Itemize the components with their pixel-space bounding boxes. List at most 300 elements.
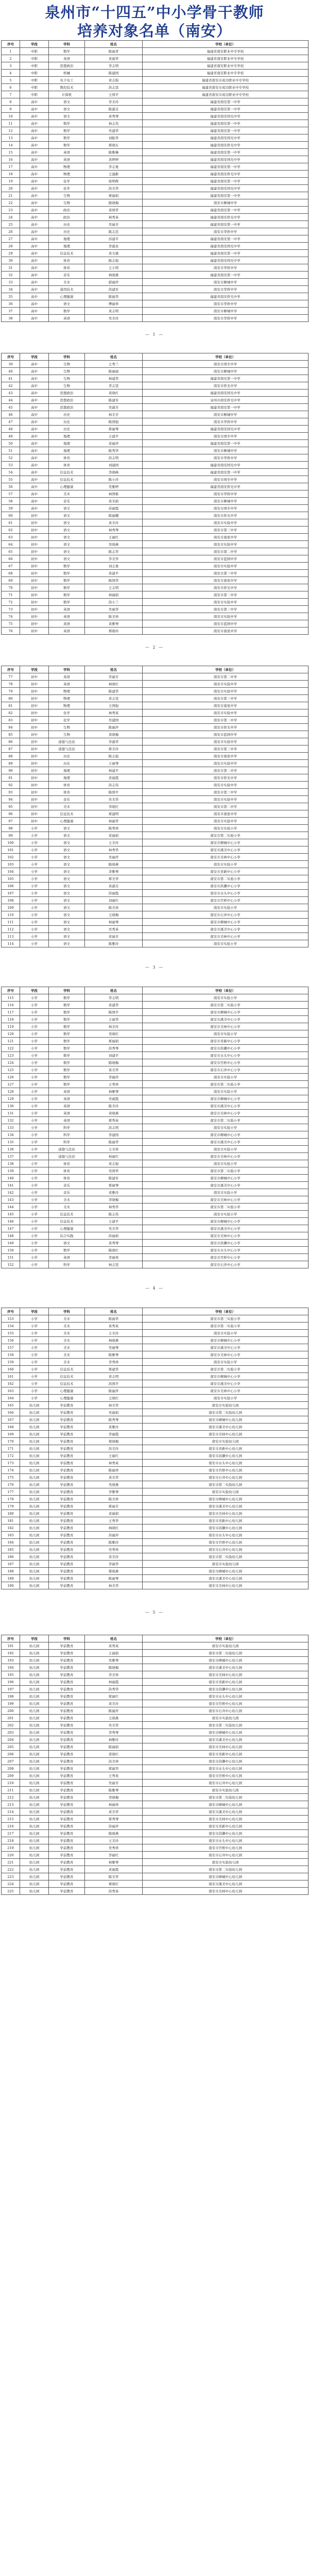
cell-index: 191: [2, 1642, 20, 1650]
cell-stage: 小学: [20, 832, 49, 839]
cell-stage: 小学: [20, 1045, 49, 1052]
table-row: [2, 433, 308, 440]
cell-name: 林建华: [85, 375, 143, 382]
cell-index: 185: [2, 1546, 20, 1553]
cell-subject: 语文: [49, 875, 85, 883]
cell-name: 黄秀英: [85, 1323, 143, 1330]
cell-school: 南安市实验中学: [143, 738, 308, 745]
cell-stage: 小学: [20, 940, 49, 947]
table-row: [2, 1409, 308, 1416]
table-row: [2, 1081, 308, 1088]
cell-stage: 小学: [20, 1088, 49, 1095]
cell-name: 洪秀琴: [85, 1045, 143, 1052]
cell-subject: 地理: [49, 243, 85, 250]
cell-school: 南安市石井中心幼儿园: [143, 1707, 308, 1715]
cell-index: 76: [2, 628, 20, 635]
cell-subject: 音乐: [49, 272, 85, 279]
table-row: [2, 1880, 308, 1888]
cell-stage: 高中: [20, 149, 49, 156]
cell-name: 蔡丽娟: [85, 192, 143, 199]
cell-name: 陈国平: [85, 789, 143, 796]
cell-index: 35: [2, 293, 20, 300]
cell-name: 郑丽芳: [85, 1503, 143, 1510]
cell-index: 115: [2, 994, 20, 1002]
cell-index: 5: [2, 77, 20, 84]
cell-stage: 小学: [20, 919, 49, 926]
header-stage: 学段: [20, 987, 49, 994]
cell-name: 林丽娟: [85, 591, 143, 599]
cell-name: 黄秀英: [85, 1642, 143, 1650]
cell-index: 133: [2, 1124, 20, 1131]
cell-subject: 地理: [49, 440, 85, 447]
table-row: [2, 577, 308, 584]
cell-stage: 幼儿园: [20, 1852, 49, 1859]
table-row: [2, 1124, 308, 1131]
cell-index: 170: [2, 1438, 20, 1445]
table-row: [2, 1837, 308, 1844]
cell-school: 南安市柳城中心小学: [143, 1095, 308, 1103]
page-number: — 4 —: [145, 1286, 164, 1291]
table-row: [2, 214, 308, 221]
cell-subject: 体育: [49, 454, 85, 462]
table-row: [2, 1642, 308, 1650]
cell-name: 黄晓红: [85, 1751, 143, 1758]
cell-index: 154: [2, 1323, 20, 1330]
cell-stage: 高中: [20, 375, 49, 382]
cell-index: 74: [2, 613, 20, 620]
cell-stage: 高中: [20, 171, 49, 178]
cell-index: 158: [2, 1351, 20, 1359]
cell-index: 108: [2, 897, 20, 904]
roster-page: [1, 40, 308, 353]
cell-name: 陈美珍: [85, 613, 143, 620]
table-row: [2, 77, 308, 84]
cell-stage: 幼儿园: [20, 1808, 49, 1816]
cell-school: 南安市柳城中学: [143, 411, 308, 418]
cell-index: 222: [2, 1866, 20, 1873]
cell-school: 南安市第二实验幼儿园: [143, 1794, 308, 1801]
cell-subject: 政治: [49, 207, 85, 214]
cell-name: 陈晓梅: [85, 1664, 143, 1671]
cell-name: 洪秀华: [85, 1686, 143, 1693]
cell-index: 174: [2, 1467, 20, 1474]
cell-stage: 幼儿园: [20, 1758, 49, 1765]
cell-subject: 生物: [49, 199, 85, 207]
cell-school: 南安市第三中学: [143, 789, 308, 796]
cell-stage: 幼儿园: [20, 1524, 49, 1532]
table-row: [2, 1315, 308, 1323]
cell-subject: 学前教育: [49, 1743, 85, 1751]
cell-name: 黄美玲: [85, 1553, 143, 1561]
cell-stage: 小学: [20, 861, 49, 868]
cell-index: 109: [2, 904, 20, 911]
table-row: [2, 440, 308, 447]
cell-school: 福建省南安市成功职业中专学校: [143, 91, 308, 98]
cell-name: 陈国强: [85, 418, 143, 426]
cell-index: 14: [2, 142, 20, 149]
table-row: [2, 1772, 308, 1780]
table-row: [2, 411, 308, 418]
cell-name: 陈雅琳: [85, 149, 143, 156]
cell-school: 福建省南安第一中学: [143, 120, 308, 127]
cell-index: 8: [2, 98, 20, 106]
cell-name: 王秀英: [85, 1772, 143, 1780]
table-header-row: [2, 1308, 308, 1315]
cell-index: 105: [2, 875, 20, 883]
cell-index: 81: [2, 702, 20, 709]
cell-school: 南安市实验幼儿园: [143, 1402, 308, 1409]
cell-school: 南安市华侨中学: [143, 454, 308, 462]
cell-subject: 生物: [49, 731, 85, 738]
cell-subject: 学前教育: [49, 1416, 85, 1423]
table-row: [2, 1823, 308, 1830]
cell-index: 182: [2, 1524, 20, 1532]
cell-name: 黄丽芳: [85, 933, 143, 940]
table-row: [2, 1700, 308, 1707]
cell-index: 71: [2, 591, 20, 599]
cell-name: 郑丽娟: [85, 1038, 143, 1045]
table-row: [2, 897, 308, 904]
cell-name: 陈雅玲: [85, 1539, 143, 1546]
cell-subject: 道德与法治: [49, 745, 85, 753]
cell-name: 吴美华: [85, 796, 143, 803]
table-row: [2, 1167, 308, 1175]
cell-stage: 中职: [20, 55, 49, 62]
table-row: [2, 512, 308, 519]
cell-index: 125: [2, 1066, 20, 1074]
cell-school: 福建省南安侨光中学: [143, 483, 308, 490]
cell-index: 198: [2, 1693, 20, 1700]
table-row: [2, 861, 308, 868]
cell-name: 陈晓梅: [85, 199, 143, 207]
table-row: [2, 1438, 308, 1445]
cell-index: 155: [2, 1330, 20, 1337]
table-row: [2, 1693, 308, 1700]
cell-school: 南安市实验中学: [143, 796, 308, 803]
cell-name: 郑丽红: [85, 1693, 143, 1700]
cell-stage: 小学: [20, 825, 49, 832]
cell-index: 44: [2, 397, 20, 404]
cell-name: 吴美华: [85, 1722, 143, 1729]
cell-school: 南安市第二实验小学: [143, 1204, 308, 1211]
cell-stage: 幼儿园: [20, 1693, 49, 1700]
cell-stage: 高中: [20, 361, 49, 368]
cell-name: 黄丽娟: [85, 1510, 143, 1517]
cell-name: 黄美娟: [85, 498, 143, 505]
table-row: [2, 163, 308, 171]
cell-index: 119: [2, 1023, 20, 1030]
cell-index: 161: [2, 1373, 20, 1380]
cell-school: 福建省南安侨光中学: [143, 293, 308, 300]
table-row: [2, 832, 308, 839]
cell-name: 李雅琴: [85, 1488, 143, 1496]
cell-name: 郑晓燕: [85, 1568, 143, 1575]
cell-stage: 高中: [20, 279, 49, 286]
cell-subject: 语文: [49, 300, 85, 308]
cell-index: 137: [2, 1153, 20, 1160]
table-row: [2, 1359, 308, 1366]
cell-name: 黄晓燕: [85, 1110, 143, 1117]
cell-stage: 高中: [20, 476, 49, 483]
cell-name: 黄建平: [85, 570, 143, 577]
title-line-1: 泉州市“十四五”中小学骨干教师: [45, 4, 264, 21]
cell-index: 30: [2, 257, 20, 264]
cell-stage: 初中: [20, 782, 49, 789]
cell-school: 南安市溪美中心幼儿园: [143, 1423, 308, 1431]
cell-index: 15: [2, 149, 20, 156]
cell-index: 205: [2, 1743, 20, 1751]
header-subject: 学科: [49, 353, 85, 361]
cell-index: 42: [2, 382, 20, 389]
roster-page: [1, 353, 308, 666]
header-school: 学校（单位）: [143, 1308, 308, 1315]
cell-subject: 音乐: [49, 498, 85, 505]
cell-stage: 初中: [20, 548, 49, 555]
cell-stage: 高中: [20, 127, 49, 134]
table-row: [2, 1873, 308, 1880]
cell-subject: 学前教育: [49, 1873, 85, 1880]
cell-subject: 美术: [49, 803, 85, 810]
cell-stage: 高中: [20, 98, 49, 106]
cell-index: 59: [2, 505, 20, 512]
cell-name: 林建平: [85, 767, 143, 774]
cell-subject: 信息技术: [49, 1380, 85, 1387]
cell-school: 南安市实验幼儿园: [143, 1438, 308, 1445]
cell-name: 李淑华: [85, 738, 143, 745]
cell-subject: 学前教育: [49, 1423, 85, 1431]
cell-index: 83: [2, 717, 20, 724]
cell-subject: 美术: [49, 1330, 85, 1337]
table-row: [2, 1074, 308, 1081]
cell-subject: 英语: [49, 620, 85, 628]
cell-name: 李晓峰: [85, 469, 143, 476]
cell-index: 113: [2, 933, 20, 940]
cell-subject: 数学: [49, 142, 85, 149]
cell-name: 王美珍: [85, 1146, 143, 1153]
table-row: [2, 1671, 308, 1679]
cell-stage: 高中: [20, 433, 49, 440]
cell-index: 199: [2, 1700, 20, 1707]
cell-subject: 数学: [49, 570, 85, 577]
table-row: [2, 1103, 308, 1110]
cell-subject: 语文: [49, 904, 85, 911]
table-row: [2, 1553, 308, 1561]
cell-name: 陈丽娟: [85, 1743, 143, 1751]
cell-stage: 小学: [20, 1315, 49, 1323]
page-number: — 3 —: [145, 965, 164, 970]
cell-stage: 高中: [20, 199, 49, 207]
cell-name: 洪建军: [85, 286, 143, 293]
cell-index: 22: [2, 199, 20, 207]
table-row: [2, 519, 308, 527]
cell-index: 131: [2, 1110, 20, 1117]
cell-stage: 高中: [20, 243, 49, 250]
cell-name: 陈丽萍: [85, 724, 143, 731]
table-row: [2, 709, 308, 717]
cell-subject: 学前教育: [49, 1736, 85, 1743]
cell-school: 南安市石井中心小学: [143, 1261, 308, 1268]
cell-school: 南安市水头中心幼儿园: [143, 1837, 308, 1844]
cell-subject: 音乐: [49, 1189, 85, 1196]
cell-school: 南安市第三中学: [143, 527, 308, 534]
cell-subject: 语文: [49, 519, 85, 527]
cell-stage: 高中: [20, 178, 49, 185]
table-row: [2, 1225, 308, 1232]
table-row: [2, 1539, 308, 1546]
cell-subject: 学前教育: [49, 1751, 85, 1758]
table-row: [2, 760, 308, 767]
cell-name: 吴晓燕: [85, 541, 143, 548]
cell-name: 洪国平: [85, 1380, 143, 1387]
cell-subject: 学前教育: [49, 1452, 85, 1460]
cell-name: 王国平: [85, 91, 143, 98]
cell-index: 2: [2, 55, 20, 62]
table-row: [2, 404, 308, 411]
table-row: [2, 810, 308, 818]
cell-name: 陈丽华: [85, 1139, 143, 1146]
table-row: [2, 1743, 308, 1751]
cell-index: 180: [2, 1510, 20, 1517]
cell-school: 福建省南安侨光中学: [143, 171, 308, 178]
table-row: [2, 1009, 308, 1016]
document-title: [1, 3, 308, 40]
cell-index: 218: [2, 1837, 20, 1844]
cell-stage: 幼儿园: [20, 1664, 49, 1671]
cell-index: 128: [2, 1088, 20, 1095]
cell-name: 吴雅婷: [85, 483, 143, 490]
cell-stage: 初中: [20, 717, 49, 724]
cell-school: 南安市第二实验小学: [143, 1366, 308, 1373]
cell-index: 61: [2, 519, 20, 527]
cell-subject: 学前教育: [49, 1650, 85, 1657]
cell-stage: 高中: [20, 315, 49, 322]
cell-subject: 数学: [49, 1038, 85, 1045]
cell-stage: 幼儿园: [20, 1481, 49, 1488]
table-row: [2, 308, 308, 315]
roster-table: [1, 40, 308, 322]
cell-name: 林晓红: [85, 681, 143, 688]
cell-subject: 体育: [49, 264, 85, 272]
header-index: 序号: [2, 987, 20, 994]
table-row: [2, 527, 308, 534]
cell-stage: 幼儿园: [20, 1474, 49, 1481]
cell-subject: 数学: [49, 1023, 85, 1030]
cell-subject: 生物: [49, 375, 85, 382]
cell-name: 黄雅玲: [85, 1189, 143, 1196]
table-row: [2, 293, 308, 300]
cell-index: 184: [2, 1539, 20, 1546]
cell-school: 南安市第三实验小学: [143, 1315, 308, 1323]
cell-subject: 数学: [49, 1081, 85, 1088]
cell-name: 陈建华: [85, 688, 143, 695]
cell-school: 南安市水头中心小学: [143, 1052, 308, 1059]
header-stage: 学段: [20, 666, 49, 673]
cell-subject: 数学: [49, 563, 85, 570]
cell-index: 195: [2, 1671, 20, 1679]
cell-school: 南安市柳城中心小学: [143, 1175, 308, 1182]
cell-school: 南安市美林中心小学: [143, 1023, 308, 1030]
cell-name: 林美华: [85, 1582, 143, 1589]
cell-stage: 初中: [20, 774, 49, 782]
cell-stage: 幼儿园: [20, 1568, 49, 1575]
cell-school: 南安市洪濑中心幼儿园: [143, 1452, 308, 1460]
table-row: [2, 1452, 308, 1460]
cell-index: 136: [2, 1146, 20, 1153]
cell-name: 黄秀琴: [85, 113, 143, 120]
cell-stage: 高中: [20, 447, 49, 454]
cell-subject: 学前教育: [49, 1561, 85, 1568]
cell-subject: 学前教育: [49, 1837, 85, 1844]
cell-school: 南安市洪濑中心幼儿园: [143, 1758, 308, 1765]
cell-subject: 语文: [49, 512, 85, 519]
cell-subject: 语文: [49, 832, 85, 839]
cell-stage: 小学: [20, 1117, 49, 1124]
cell-index: 187: [2, 1561, 20, 1568]
cell-subject: 学前教育: [49, 1438, 85, 1445]
cell-subject: 英语: [49, 613, 85, 620]
cell-school: 南安市第二实验小学: [143, 875, 308, 883]
table-row: [2, 555, 308, 563]
cell-subject: 学前教育: [49, 1517, 85, 1524]
roster-table: [1, 353, 308, 635]
cell-index: 62: [2, 527, 20, 534]
cell-subject: 信息技术: [49, 1211, 85, 1218]
cell-name: 吴淑芳: [85, 404, 143, 411]
cell-name: 洪志明: [85, 1124, 143, 1131]
cell-school: 南安市柳城中心小学: [143, 1009, 308, 1016]
cell-subject: 信息技术: [49, 476, 85, 483]
table-row: [2, 55, 308, 62]
cell-school: 南安市第二中学: [143, 717, 308, 724]
cell-index: 38: [2, 315, 20, 322]
table-row: [2, 199, 308, 207]
cell-stage: 中职: [20, 62, 49, 70]
cell-index: 4: [2, 70, 20, 77]
cell-subject: 英语: [49, 315, 85, 322]
cell-index: 19: [2, 178, 20, 185]
cell-school: 南安市第二中学: [143, 548, 308, 555]
cell-name: 李丽芳: [85, 673, 143, 681]
cell-school: 南安市省新中心幼儿园: [143, 1445, 308, 1452]
cell-stage: 初中: [20, 555, 49, 563]
table-row: [2, 98, 308, 106]
cell-stage: 小学: [20, 1009, 49, 1016]
cell-index: 127: [2, 1081, 20, 1088]
cell-index: 124: [2, 1059, 20, 1066]
cell-school: 南安市官桥中心幼儿园: [143, 1844, 308, 1852]
cell-index: 118: [2, 1016, 20, 1023]
cell-name: 郑丽琴: [85, 426, 143, 433]
cell-index: 220: [2, 1852, 20, 1859]
cell-subject: 化学: [49, 709, 85, 717]
table-row: [2, 1146, 308, 1153]
cell-index: 132: [2, 1117, 20, 1124]
table-row: [2, 767, 308, 774]
cell-school: 南安市溪美中心小学: [143, 1225, 308, 1232]
table-row: [2, 1059, 308, 1066]
cell-stage: 高中: [20, 426, 49, 433]
cell-name: 李志明: [85, 994, 143, 1002]
cell-name: 黄志强: [85, 1160, 143, 1167]
cell-index: 141: [2, 1182, 20, 1189]
cell-index: 63: [2, 534, 20, 541]
cell-school: 南安市洪濑中心小学: [143, 883, 308, 890]
cell-name: 吴丽琴: [85, 1344, 143, 1351]
cell-subject: 数学: [49, 1059, 85, 1066]
cell-index: 153: [2, 1315, 20, 1323]
cell-index: 173: [2, 1460, 20, 1467]
table-row: [2, 1866, 308, 1873]
